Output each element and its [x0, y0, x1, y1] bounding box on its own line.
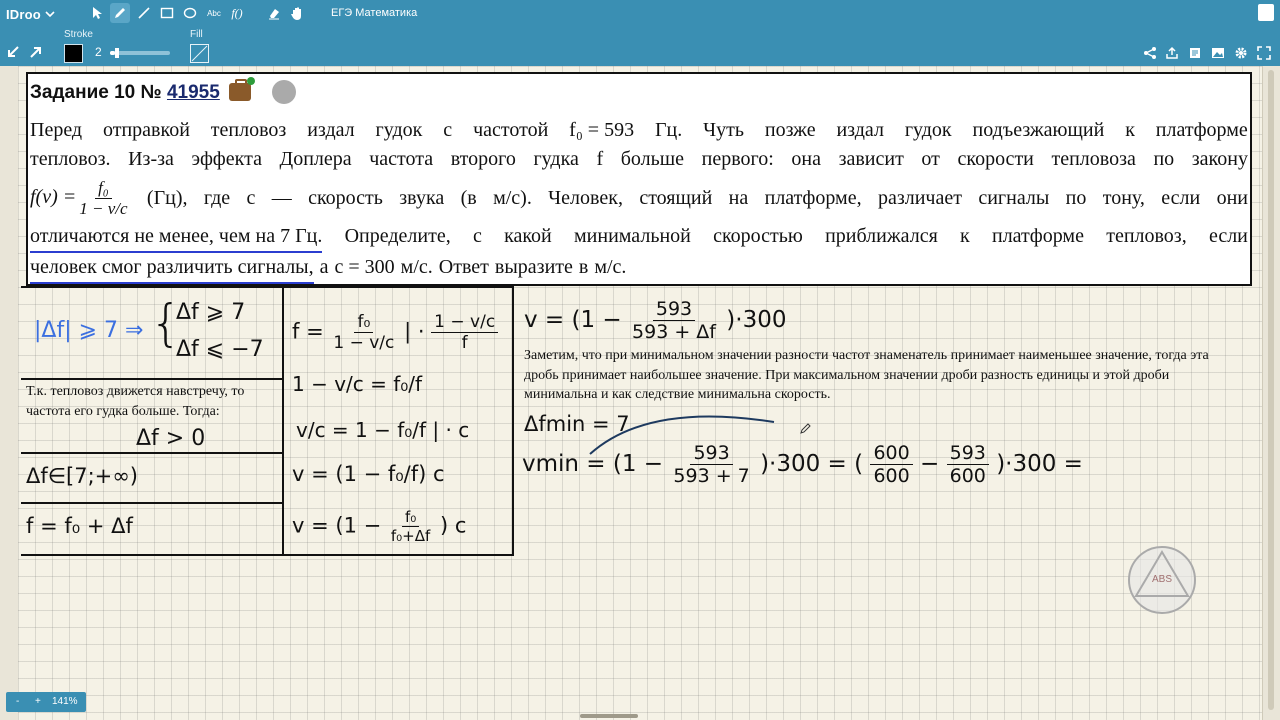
divider-line	[282, 286, 284, 556]
task-word: Человек,	[548, 186, 623, 209]
task-word: м/с.	[594, 256, 627, 278]
task-word: по	[1065, 186, 1087, 209]
task-word: на	[728, 186, 749, 209]
numerator: 1 − v/c	[431, 312, 498, 333]
arrow-up-right-icon	[29, 45, 43, 59]
numerator: f₀	[354, 312, 373, 333]
top-toolbar	[0, 0, 1280, 66]
hw-text: f =	[292, 319, 324, 344]
hw-step: 1 − v/c = f₀/f	[292, 372, 423, 396]
denominator: 600	[873, 465, 910, 487]
export-button[interactable]	[1164, 45, 1180, 61]
numerator: f₀	[95, 178, 112, 199]
hw-text: vmin = (1 −	[522, 451, 664, 477]
fraction	[870, 442, 912, 487]
numerator: 593	[653, 298, 695, 321]
task-word: гудок	[904, 119, 952, 141]
fill-color-swatch[interactable]	[190, 44, 209, 63]
task-word: скорость	[308, 186, 383, 209]
task-title	[30, 80, 296, 104]
hand-icon	[290, 6, 304, 21]
task-word: с	[472, 225, 482, 247]
pen-tool[interactable]	[110, 3, 130, 23]
fraction	[330, 312, 397, 353]
task-word: первого:	[701, 148, 774, 170]
task-line	[30, 253, 1248, 284]
horizontal-scrollbar-thumb[interactable]	[580, 714, 638, 718]
task-line	[30, 222, 1248, 253]
pages-button[interactable]	[1187, 45, 1203, 61]
divider-line	[21, 286, 514, 288]
hw-frequency-sum: f = f₀ + Δf	[26, 514, 133, 538]
task-word: подъезжающий	[972, 119, 1105, 141]
stroke-label: Stroke	[64, 29, 93, 40]
task-text	[30, 116, 1248, 284]
ellipse-icon	[183, 6, 197, 20]
rectangle-tool[interactable]	[159, 5, 175, 21]
task-word: сигналы	[978, 186, 1050, 209]
task-word: по	[1153, 148, 1175, 170]
zoom-out-button[interactable]: -	[16, 696, 20, 707]
line-tool[interactable]	[136, 5, 152, 21]
task-word: эффекта	[191, 148, 262, 170]
logo-text: IDroo	[6, 6, 41, 22]
gear-icon	[1234, 46, 1248, 60]
hw-abs-condition: |Δf| ⩾ 7 ⇒	[34, 318, 144, 343]
task-word: отличаются не менее, чем на 7 Гц.	[30, 222, 322, 253]
task-word: Гц.	[654, 119, 683, 141]
hw-system-line: Δf ⩾ 7	[176, 300, 246, 325]
stroke-width-slider[interactable]	[110, 51, 170, 55]
hw-df-positive: Δf > 0	[136, 426, 206, 451]
document-title[interactable]: ЕГЭ Математика	[331, 7, 418, 19]
eraser-icon	[267, 6, 281, 20]
task-word: платформе	[991, 225, 1084, 247]
task-word: если	[1208, 225, 1248, 247]
task-word: а	[319, 256, 329, 278]
fraction	[431, 312, 498, 353]
whiteboard-canvas[interactable]	[18, 66, 1262, 720]
task-word: Определите,	[344, 225, 451, 247]
divider-line	[21, 378, 283, 380]
task-word: приближался	[825, 225, 938, 247]
task-word: к	[1125, 119, 1135, 141]
task-word: (в	[460, 186, 477, 209]
task-title-prefix: Задание 10 №	[30, 82, 162, 103]
divider-line	[21, 554, 514, 556]
formula-fraction	[76, 178, 130, 219]
export-icon	[1165, 46, 1179, 60]
task-word: тону,	[1102, 186, 1145, 209]
task-word: Из-за	[128, 148, 174, 170]
note-reasoning: Заметим, что при минимальном значении разности частот знаменатель принимает наименьшее значение, тогда эта дробь принимает наибольшее значение. При максимальном значении дроби разность единицы и этой дроби минимальна и как следствие минимальна скорость.	[524, 348, 1209, 402]
vertical-scrollbar-thumb[interactable]	[1268, 70, 1274, 710]
task-word: от	[921, 148, 940, 170]
hw-text: )·300	[726, 307, 787, 333]
hw-step	[292, 508, 466, 545]
task-word: тепловоза	[1051, 148, 1136, 170]
zoom-control	[6, 692, 86, 712]
task-word: гудок	[375, 119, 423, 141]
image-button[interactable]	[1210, 45, 1226, 61]
stroke-color-swatch[interactable]	[64, 44, 83, 63]
hw-text: v = (1 −	[524, 307, 622, 333]
task-word: зависит	[838, 148, 904, 170]
cursor-icon	[91, 6, 103, 20]
numerator: 593	[947, 442, 989, 465]
task-word: частота	[369, 148, 434, 170]
hw-step: v = (1 − f₀/f) c	[292, 462, 445, 486]
text-icon: Abc	[207, 8, 221, 18]
left-margin	[0, 66, 19, 720]
task-word: человек смог различить сигналы,	[30, 253, 314, 284]
arrow-down-left-icon	[6, 45, 20, 59]
fraction	[670, 442, 752, 487]
image-icon	[1211, 46, 1225, 60]
zoom-level[interactable]: 141%	[52, 696, 78, 707]
collapse-button[interactable]	[5, 44, 21, 60]
task-word: платформе,	[764, 186, 862, 209]
task-word: Чуть	[703, 119, 744, 141]
task-word: тепловоз,	[1106, 225, 1187, 247]
numerator: 600	[870, 442, 912, 465]
stroke-width-value: 2	[95, 45, 102, 59]
abs-badge[interactable]	[1128, 546, 1196, 614]
abs-label: ABS	[1151, 574, 1172, 585]
hw-vmin-computation	[522, 442, 1083, 487]
share-button[interactable]	[1142, 45, 1158, 61]
hw-text: v = (1 −	[292, 513, 382, 538]
task-word: гудка	[533, 148, 579, 170]
task-word: f₀ = 593	[569, 119, 635, 141]
task-word: второго	[450, 148, 516, 170]
hw-dfmin: Δfmin = 7	[524, 412, 630, 436]
task-word: закону	[1191, 148, 1248, 170]
task-word: где	[203, 186, 231, 209]
formula-tool[interactable]	[229, 5, 245, 21]
task-word: в	[578, 256, 589, 278]
denominator: f	[461, 333, 468, 353]
system-brace: {	[150, 294, 182, 352]
fill-label: Fill	[190, 29, 203, 40]
task-word: f	[596, 148, 604, 170]
task-word: частотой	[473, 119, 549, 141]
task-word: отправкой	[103, 119, 190, 141]
line-icon	[137, 6, 151, 20]
user-avatar-icon[interactable]	[1258, 4, 1274, 21]
hw-text: | ·	[404, 319, 432, 344]
ellipse-tool[interactable]	[182, 5, 198, 21]
denominator: 1 − v/c	[333, 333, 395, 353]
divider-line	[512, 286, 514, 556]
rectangle-icon	[160, 6, 174, 20]
task-word: позже	[764, 119, 816, 141]
no-fill-icon	[191, 45, 208, 62]
eraser-tool[interactable]	[266, 5, 282, 21]
task-word: c	[246, 186, 256, 209]
hw-system-line: Δf ⩽ −7	[176, 337, 264, 362]
pages-icon	[1188, 46, 1202, 60]
task-word: м/с).	[493, 186, 532, 209]
task-word: издал	[307, 119, 355, 141]
note-direction: Т.к. тепловоз движется навстречу, то частота его гудка больше. Тогда:	[26, 384, 245, 419]
task-word: платформе	[1155, 119, 1248, 141]
task-line	[30, 116, 1248, 145]
share-icon	[1143, 46, 1157, 60]
pan-tool[interactable]	[289, 5, 305, 21]
hw-text: )·300 = (	[760, 451, 864, 477]
pen-cursor-icon	[800, 422, 812, 434]
numerator: f₀	[402, 508, 419, 527]
task-word: она	[791, 148, 821, 170]
divider-line	[21, 452, 283, 454]
denominator: 593 + Δf	[632, 321, 716, 343]
numerator: 593	[690, 442, 732, 465]
task-word: м/с.	[400, 256, 433, 278]
expand-button[interactable]	[28, 44, 44, 60]
denominator: 600	[949, 465, 986, 487]
task-word: c = 300	[334, 256, 395, 278]
task-card	[26, 72, 1252, 286]
task-word: к	[960, 225, 970, 247]
fullscreen-icon	[1257, 46, 1271, 60]
task-line	[30, 145, 1248, 174]
hw-text: ) c	[439, 513, 467, 538]
task-word: скоростью	[713, 225, 803, 247]
task-word: Перед	[30, 119, 83, 141]
zoom-in-button[interactable]: +	[35, 696, 41, 707]
task-word: Ответ	[438, 256, 489, 278]
task-word: звука	[399, 186, 445, 209]
task-word: больше	[620, 148, 685, 170]
denominator: 593 + 7	[673, 465, 750, 487]
task-word: (Гц),	[146, 186, 188, 209]
hw-step: v/c = 1 − f₀/f | · c	[296, 418, 470, 442]
hw-speed-formula	[524, 298, 786, 343]
task-word: с	[443, 119, 453, 141]
formula-icon: f()	[231, 5, 243, 20]
denominator: f₀+Δf	[390, 527, 431, 545]
task-word: какой	[504, 225, 552, 247]
task-number-link[interactable]: 41955	[166, 82, 220, 103]
task-word: издал	[836, 119, 884, 141]
hw-text: )·300 =	[996, 451, 1083, 477]
chevron-down-icon	[45, 10, 55, 18]
text-tool[interactable]	[205, 6, 223, 20]
task-word: тепловоз	[210, 119, 287, 141]
task-word: Доплера	[279, 148, 352, 170]
stroke-width-slider-handle[interactable]	[115, 48, 119, 58]
task-word: тепловоз.	[30, 148, 111, 170]
formula-lhs: f(v) =	[30, 185, 77, 208]
hw-formula-f	[292, 312, 498, 353]
task-word: выразите	[494, 256, 573, 278]
task-word: различает	[877, 186, 962, 209]
task-word: если	[1161, 186, 1201, 209]
status-dot-icon[interactable]	[272, 80, 296, 104]
fullscreen-button[interactable]	[1256, 45, 1272, 61]
select-tool[interactable]	[89, 5, 105, 21]
task-word: —	[271, 186, 292, 209]
formula-doppler	[30, 178, 131, 219]
denominator: 1 − v/c	[79, 198, 128, 218]
task-word: минимальной	[574, 225, 691, 247]
pen-icon	[113, 6, 127, 20]
fraction	[388, 508, 433, 545]
hw-text: −	[920, 451, 940, 477]
task-word: они	[1216, 186, 1248, 209]
hw-interval: Δf∈[7;+∞)	[26, 464, 138, 488]
app-logo[interactable]	[6, 4, 55, 24]
task-word: стоящий	[639, 186, 713, 209]
task-line	[30, 174, 1248, 222]
print-button[interactable]	[1233, 45, 1249, 61]
task-word: скорости	[957, 148, 1034, 170]
fraction	[629, 298, 719, 343]
divider-line	[21, 502, 283, 504]
fraction	[947, 442, 989, 487]
briefcase-icon[interactable]	[229, 83, 251, 101]
